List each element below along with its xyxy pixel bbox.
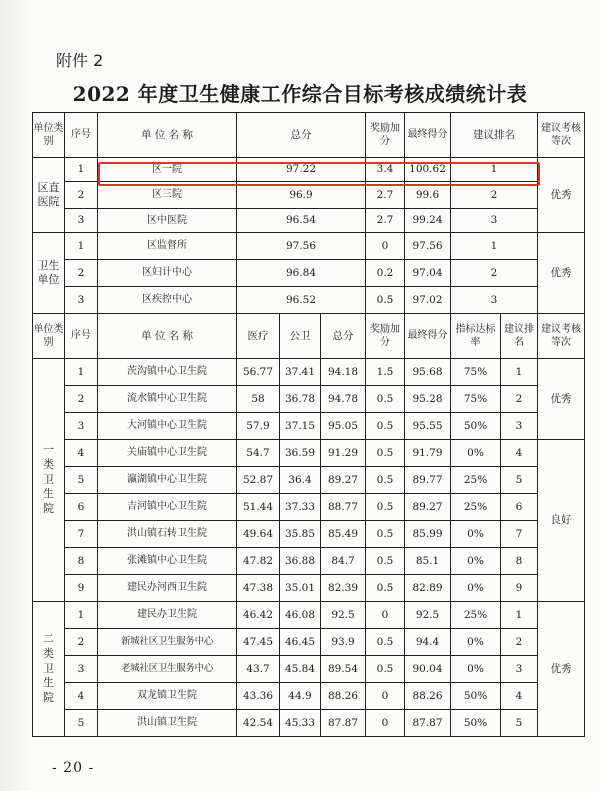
unit-name-cell: 张滩镇中心卫生院: [98, 548, 237, 575]
final-cell: 88.26: [405, 683, 451, 710]
table-row: [33, 602, 585, 629]
medical-cell: 58: [237, 386, 280, 413]
col-rank-header: 建议排名: [451, 113, 538, 158]
seq-cell: 1: [65, 158, 98, 182]
rate-cell: 0%: [451, 521, 501, 548]
unit-name-cell: 区监督所: [98, 233, 237, 260]
bonus-cell: 0.2: [366, 260, 405, 287]
rank-cell: 2: [501, 629, 538, 656]
unit-name-cell: 建民办河西卫生院: [98, 575, 237, 602]
public-health-cell: 36.4: [280, 467, 321, 494]
unit-name-cell: 建民办卫生院: [98, 602, 237, 629]
final-cell: 95.68: [405, 359, 451, 386]
unit-name-cell: 瀛湖镇中心卫生院: [98, 467, 237, 494]
rate-cell: 75%: [451, 386, 501, 413]
rank-cell: 3: [501, 656, 538, 683]
seq-cell: 7: [65, 521, 98, 548]
seq-cell: 3: [65, 287, 98, 314]
total-cell: 92.5: [321, 602, 366, 629]
total-cell: 87.87: [321, 710, 366, 737]
grade-cell: 优秀: [538, 233, 585, 314]
rank-cell: 5: [501, 710, 538, 737]
col-rank-header: 建议排名: [501, 314, 538, 359]
unit-name-cell: 区三院: [98, 182, 237, 209]
unit-name-cell: 洪山镇石转卫生院: [98, 521, 237, 548]
seq-cell: 1: [65, 602, 98, 629]
bonus-cell: 0: [366, 710, 405, 737]
total-cell: 85.49: [321, 521, 366, 548]
unit-name-cell: 洪山镇卫生院: [98, 710, 237, 737]
bonus-cell: 0.5: [366, 575, 405, 602]
col-medical-header: 医疗: [237, 314, 280, 359]
public-health-cell: 37.15: [280, 413, 321, 440]
public-health-cell: 45.33: [280, 710, 321, 737]
bonus-cell: 0: [366, 683, 405, 710]
public-health-cell: 37.41: [280, 359, 321, 386]
attachment-label: 附件 2: [56, 51, 104, 70]
table-row: [33, 260, 585, 287]
seq-cell: 2: [65, 260, 98, 287]
grade-cell: 良好: [538, 440, 585, 602]
bonus-cell: 0.5: [366, 521, 405, 548]
final-cell: 94.4: [405, 629, 451, 656]
total-cell: 97.56: [237, 233, 366, 260]
final-cell: 92.5: [405, 602, 451, 629]
final-cell: 99.24: [405, 209, 451, 233]
category-label-text: 二类卫生院: [43, 631, 54, 705]
public-health-cell: 35.01: [280, 575, 321, 602]
medical-cell: 56.77: [237, 359, 280, 386]
category-label: 区直医院: [33, 158, 65, 233]
col-seq-header: 序号: [65, 314, 98, 359]
total-cell: 84.7: [321, 548, 366, 575]
final-cell: 89.77: [405, 467, 451, 494]
final-cell: 100.62: [405, 158, 451, 182]
table-row: [33, 359, 585, 386]
col-final-header: 最终得分: [405, 314, 451, 359]
rate-cell: 0%: [451, 629, 501, 656]
bonus-cell: 3.4: [366, 158, 405, 182]
rate-cell: 25%: [451, 494, 501, 521]
bonus-cell: 0.5: [366, 494, 405, 521]
total-cell: 95.05: [321, 413, 366, 440]
medical-cell: 51.44: [237, 494, 280, 521]
rank-cell: 1: [451, 158, 538, 182]
table-row: [33, 413, 585, 440]
public-health-cell: 36.78: [280, 386, 321, 413]
unit-name-cell: 流水镇中心卫生院: [98, 386, 237, 413]
unit-name-cell: 区一院: [98, 158, 237, 182]
seq-cell: 6: [65, 494, 98, 521]
rank-cell: 1: [451, 233, 538, 260]
bonus-cell: 0.5: [366, 440, 405, 467]
total-cell: 94.78: [321, 386, 366, 413]
seq-cell: 9: [65, 575, 98, 602]
public-health-cell: 36.59: [280, 440, 321, 467]
seq-cell: 1: [65, 359, 98, 386]
table-row: [33, 182, 585, 209]
seq-cell: 3: [65, 656, 98, 683]
rank-cell: 4: [501, 683, 538, 710]
bonus-cell: 0.5: [366, 467, 405, 494]
public-health-cell: 45.84: [280, 656, 321, 683]
table-row: [33, 440, 585, 467]
medical-cell: 46.42: [237, 602, 280, 629]
bonus-cell: 2.7: [366, 209, 405, 233]
total-cell: 88.77: [321, 494, 366, 521]
total-cell: 93.9: [321, 629, 366, 656]
seq-cell: 5: [65, 710, 98, 737]
table-row: [33, 710, 585, 737]
medical-cell: 47.82: [237, 548, 280, 575]
col-unit-name-header: 单 位 名 称: [98, 113, 237, 158]
medical-cell: 54.7: [237, 440, 280, 467]
col-bonus-header: 奖励加分: [366, 314, 405, 359]
rank-cell: 6: [501, 494, 538, 521]
rate-cell: 50%: [451, 413, 501, 440]
rate-cell: 0%: [451, 656, 501, 683]
seq-cell: 3: [65, 413, 98, 440]
bonus-cell: 0.5: [366, 386, 405, 413]
public-health-cell: 37.33: [280, 494, 321, 521]
public-health-cell: 36.88: [280, 548, 321, 575]
col-unit-name-header: 单 位 名 称: [98, 314, 237, 359]
bonus-cell: 0.5: [366, 629, 405, 656]
table-row: [33, 233, 585, 260]
total-cell: 94.18: [321, 359, 366, 386]
rank-cell: 4: [501, 440, 538, 467]
seq-cell: 4: [65, 440, 98, 467]
medical-cell: 42.54: [237, 710, 280, 737]
medical-cell: 47.38: [237, 575, 280, 602]
page-binding-shadow: [0, 0, 34, 791]
total-cell: 89.54: [321, 656, 366, 683]
rate-cell: 0%: [451, 548, 501, 575]
seq-cell: 1: [65, 233, 98, 260]
col-seq-header: 序号: [65, 113, 98, 158]
final-cell: 82.89: [405, 575, 451, 602]
col-category-header: 单位类别: [33, 113, 65, 158]
total-cell: 96.52: [237, 287, 366, 314]
unit-name-cell: 区疾控中心: [98, 287, 237, 314]
col-public-health-header: 公卫: [280, 314, 321, 359]
unit-name-cell: 区妇计中心: [98, 260, 237, 287]
medical-cell: 52.87: [237, 467, 280, 494]
final-cell: 95.55: [405, 413, 451, 440]
final-cell: 89.27: [405, 494, 451, 521]
table-row: [33, 467, 585, 494]
rank-cell: 9: [501, 575, 538, 602]
rank-cell: 2: [451, 182, 538, 209]
table-body: [33, 113, 585, 737]
table-row: [33, 209, 585, 233]
rank-cell: 3: [451, 287, 538, 314]
table-row: [33, 158, 585, 182]
total-cell: 96.84: [237, 260, 366, 287]
final-cell: 97.02: [405, 287, 451, 314]
medical-cell: 57.9: [237, 413, 280, 440]
bonus-cell: 0: [366, 233, 405, 260]
unit-name-cell: 新城社区卫生服务中心: [98, 629, 237, 656]
rate-cell: 50%: [451, 683, 501, 710]
header-row-1: [33, 113, 585, 158]
category-label: [33, 602, 65, 737]
total-cell: 82.39: [321, 575, 366, 602]
rate-cell: 25%: [451, 602, 501, 629]
public-health-cell: 46.08: [280, 602, 321, 629]
seq-cell: 4: [65, 683, 98, 710]
table-row: [33, 683, 585, 710]
public-health-cell: 46.45: [280, 629, 321, 656]
bonus-cell: 0: [366, 602, 405, 629]
unit-name-cell: 双龙镇卫生院: [98, 683, 237, 710]
col-category-header: 单位类别: [33, 314, 65, 359]
category-label: [33, 359, 65, 602]
seq-cell: 8: [65, 548, 98, 575]
rank-cell: 8: [501, 548, 538, 575]
unit-name-cell: 区中医院: [98, 209, 237, 233]
page-number: - 20 -: [52, 760, 95, 776]
total-cell: 96.9: [237, 182, 366, 209]
grade-cell: 优秀: [538, 359, 585, 440]
table-row: [33, 521, 585, 548]
unit-name-cell: 吉河镇中心卫生院: [98, 494, 237, 521]
final-cell: 87.87: [405, 710, 451, 737]
final-cell: 85.1: [405, 548, 451, 575]
final-cell: 85.99: [405, 521, 451, 548]
seq-cell: 2: [65, 629, 98, 656]
table-row: [33, 575, 585, 602]
final-cell: 99.6: [405, 182, 451, 209]
bonus-cell: 2.7: [366, 182, 405, 209]
table-row: [33, 656, 585, 683]
category-label: 卫生单位: [33, 233, 65, 314]
total-cell: 88.26: [321, 683, 366, 710]
grade-cell: 优秀: [538, 602, 585, 737]
seq-cell: 3: [65, 209, 98, 233]
rank-cell: 5: [501, 467, 538, 494]
total-cell: 96.54: [237, 209, 366, 233]
final-cell: 97.04: [405, 260, 451, 287]
rate-cell: 25%: [451, 467, 501, 494]
total-cell: 89.27: [321, 467, 366, 494]
table-row: [33, 386, 585, 413]
table-row: [33, 548, 585, 575]
bonus-cell: 1.5: [366, 359, 405, 386]
rate-cell: 50%: [451, 710, 501, 737]
bonus-cell: 0.5: [366, 656, 405, 683]
final-cell: 90.04: [405, 656, 451, 683]
score-table: [32, 112, 585, 737]
col-rate-header: 指标达标率: [451, 314, 501, 359]
table-row: [33, 287, 585, 314]
medical-cell: 49.64: [237, 521, 280, 548]
seq-cell: 5: [65, 467, 98, 494]
rank-cell: 2: [451, 260, 538, 287]
bonus-cell: 0.5: [366, 413, 405, 440]
final-cell: 95.28: [405, 386, 451, 413]
rank-cell: 2: [501, 386, 538, 413]
unit-name-cell: 茨沟镇中心卫生院: [98, 359, 237, 386]
unit-name-cell: 老城社区卫生服务中心: [98, 656, 237, 683]
medical-cell: 47.45: [237, 629, 280, 656]
grade-cell: 优秀: [538, 158, 585, 233]
table-row: [33, 629, 585, 656]
col-final-header: 最终得分: [405, 113, 451, 158]
page-title: 2022 年度卫生健康工作综合目标考核成绩统计表: [72, 82, 528, 106]
rate-cell: 75%: [451, 359, 501, 386]
medical-cell: 43.36: [237, 683, 280, 710]
rate-cell: 0%: [451, 440, 501, 467]
bonus-cell: 0.5: [366, 548, 405, 575]
public-health-cell: 35.85: [280, 521, 321, 548]
unit-name-cell: 大河镇中心卫生院: [98, 413, 237, 440]
total-cell: 97.22: [237, 158, 366, 182]
rank-cell: 7: [501, 521, 538, 548]
rank-cell: 3: [501, 413, 538, 440]
rank-cell: 1: [501, 602, 538, 629]
seq-cell: 2: [65, 182, 98, 209]
unit-name-cell: 关庙镇中心卫生院: [98, 440, 237, 467]
col-grade-header: 建议考核等次: [538, 113, 585, 158]
header-row-2: [33, 314, 585, 359]
col-total-header: 总分: [321, 314, 366, 359]
category-label-text: 一类卫生院: [43, 442, 54, 516]
col-grade-header: 建议考核等次: [538, 314, 585, 359]
medical-cell: 43.7: [237, 656, 280, 683]
col-bonus-header: 奖励加分: [366, 113, 405, 158]
seq-cell: 2: [65, 386, 98, 413]
col-total-header: 总分: [237, 113, 366, 158]
total-cell: 91.29: [321, 440, 366, 467]
final-cell: 91.79: [405, 440, 451, 467]
bonus-cell: 0.5: [366, 287, 405, 314]
rate-cell: 0%: [451, 575, 501, 602]
rank-cell: 3: [451, 209, 538, 233]
rank-cell: 1: [501, 359, 538, 386]
public-health-cell: 44.9: [280, 683, 321, 710]
table-row: [33, 494, 585, 521]
final-cell: 97.56: [405, 233, 451, 260]
